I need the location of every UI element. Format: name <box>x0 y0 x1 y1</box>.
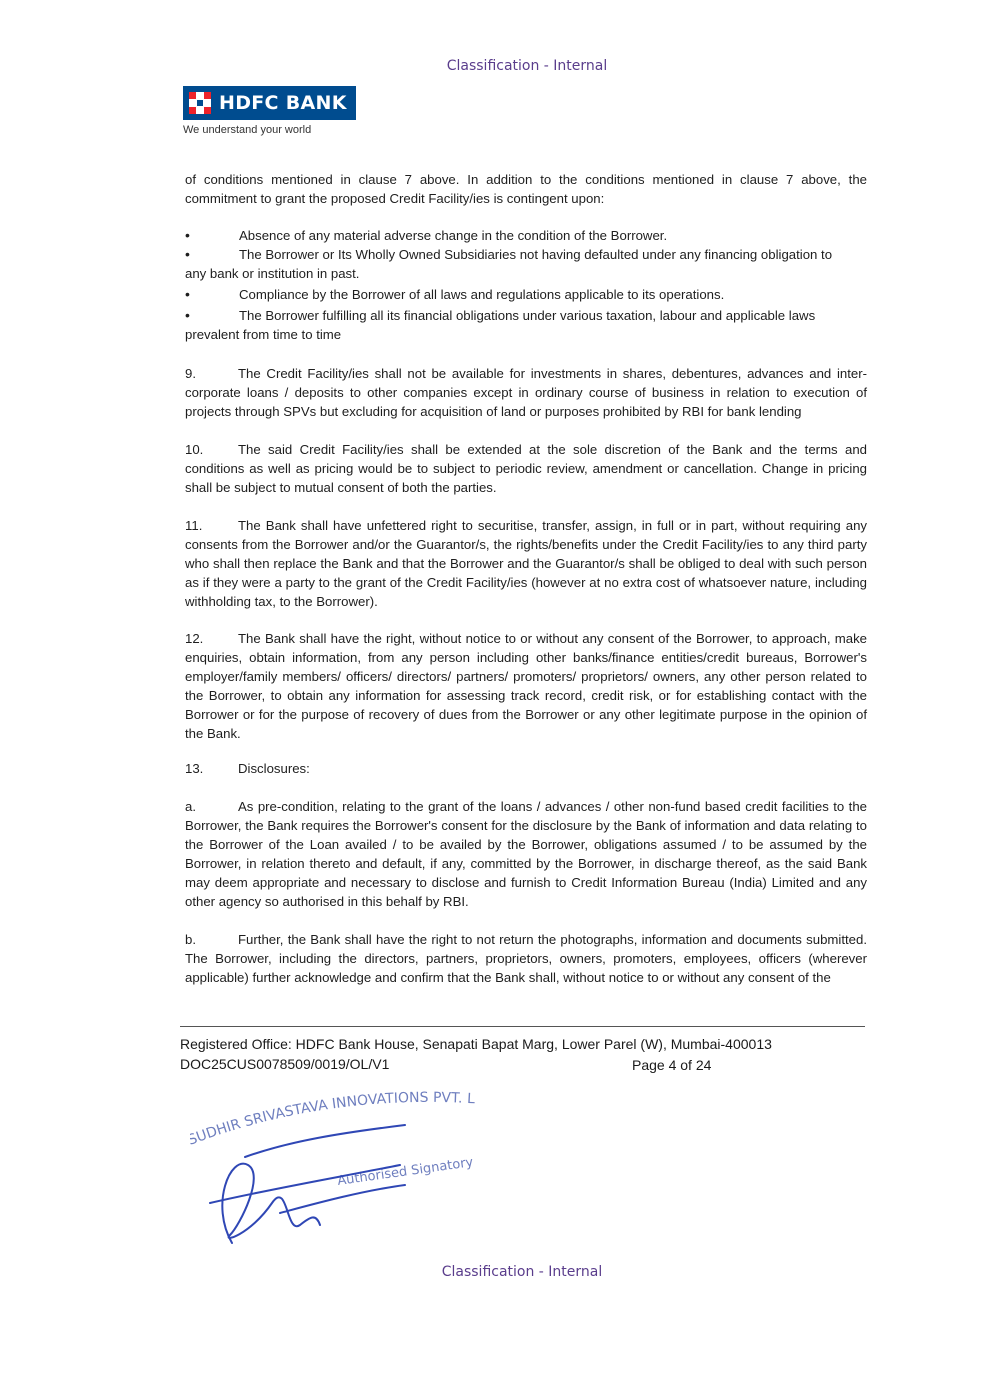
intro-text: of conditions mentioned in clause 7 above. In addition to the conditions mentioned in clause 7 above, the commitment to grant the proposed Credit Facility/ies is contingent upon: <box>185 172 867 206</box>
clause-9 <box>185 364 867 421</box>
clause-number: 11. <box>185 518 203 533</box>
clause-12 <box>185 629 867 743</box>
svg-text:SUDHIR SRIVASTAVA INNOVATIONS <box>190 1085 475 1149</box>
clause-13b <box>185 930 867 987</box>
page-number: Page 4 of 24 <box>632 1057 712 1073</box>
clause-number: b. <box>185 932 196 947</box>
logo-tagline: We understand your world <box>183 124 312 136</box>
company-stamp <box>190 1085 490 1245</box>
clause-number: 10. <box>185 442 204 457</box>
document-id: DOC25CUS0078509/0019/OL/V1 <box>180 1056 390 1072</box>
clause-text: The said Credit Facility/ies shall be extended at the sole discretion of the Bank and the terms and conditions as well as pricing would be to subject to periodic review, amendment or cancellation. Change in pricing shall be subject to mutual consent of both the parties. <box>185 442 867 495</box>
clause-13 <box>185 759 867 778</box>
clause-text: Further, the Bank shall have the right to not return the photographs, information and documents submitted. The Borrower, including the directors, partners, proprietors, owners, promoters, employees, officers (wherever applicable) further acknowledge and confirm that the Bank shall, without notice to or without any consent of the <box>185 932 867 985</box>
stamp-company: UDHIR SRIVASTAVA INNOVATIONS PVT. L <box>194 1089 474 1146</box>
classification-footer: Classification - Internal <box>441 1264 603 1280</box>
bullet-icon: • <box>185 286 190 302</box>
logo-name: HDFC BANK <box>219 92 347 114</box>
clause-text: The Bank shall have unfettered right to securitise, transfer, assign, in full or in part, without requiring any consents from the Borrower and/or the Guarantor/s, the rights/benefits under the Credit Facility/ies to any third party who shall then replace the Bank and that the Borrower and the Guarantor/s shall be obliged to deal with such person as if they were a party to the grant of the Credit Facility/ies (however at no extra cost of whatsoever nature, including withholding tax, to the Borrower). <box>185 518 867 609</box>
bullet-icon: • <box>185 227 190 243</box>
clause-number: 13. <box>185 761 204 776</box>
signature-stamp-icon <box>190 1085 490 1245</box>
bullet-icon: • <box>185 246 190 262</box>
bullet-icon: • <box>185 307 190 323</box>
bullet-3: Compliance by the Borrower of all laws and regulations applicable to its operations. <box>239 287 725 302</box>
clause-13a <box>185 797 867 911</box>
bullet-4: The Borrower fulfilling all its financial obligations under various taxation, labour and applicable laws <box>239 308 816 323</box>
clause-number: a. <box>185 799 196 814</box>
clause-text: As pre-condition, relating to the grant of the loans / advances / other non-fund based credit facilities to the Borrower, the Bank requires the Borrower's consent for the disclosure by the Bank of information and data relating to the Borrower of the Loan availed / to be availed by the Borrower, obligations assumed / to be assumed by the Borrower, in relation thereto and default, if any, committed by the Borrower, in discharge thereof, as the said Bank may deem appropriate and necessary to disclose and furnish to Credit Information Bureau (India) Limited and any other agency so authorised in this behalf by RBI. <box>185 799 867 909</box>
bullet-1: Absence of any material adverse change in the condition of the Borrower. <box>239 228 668 243</box>
clause-10 <box>185 440 867 497</box>
clause-number: 9. <box>185 366 196 381</box>
bullet-2: The Borrower or Its Wholly Owned Subsidiaries not having defaulted under any financing obligation to <box>239 247 833 262</box>
clause-text: Disclosures: <box>238 761 310 776</box>
registered-office: Registered Office: HDFC Bank House, Senapati Bapat Marg, Lower Parel (W), Mumbai-400013 <box>180 1036 772 1052</box>
footer-divider <box>180 1026 865 1027</box>
clause-number: 12. <box>185 631 204 646</box>
bullet-2-cont: any bank or institution in past. <box>185 266 360 281</box>
stamp-role: Authorised Signatory <box>336 1155 475 1189</box>
bullet-4-cont: prevalent from time to time <box>185 327 342 342</box>
classification-header: Classification - Internal <box>446 58 608 74</box>
intro-paragraph <box>185 170 867 208</box>
clause-text: The Credit Facility/ies shall not be available for investments in shares, debentures, advances and inter-corporate loans / deposits to other companies except in ordinary course of business in relation to execution of projects through SPVs but excluding for acquisition of land or purposes prohibited by RBI for bank lending <box>185 366 867 419</box>
clause-11 <box>185 516 867 611</box>
hdfc-logo-mark-icon <box>189 92 211 114</box>
clause-text: The Bank shall have the right, without notice to or without any consent of the Borrower, to approach, make enquiries, obtain information, from any person including other banks/finance entities/credit bureaus, Borrower's employer/family members/ officers/ directors/ partners/ promoters/ proprietors/ owners, any other person related to the Borrower, to obtain any information for assessing track record, credit risk, or for establishing contact with the Borrower or for the purpose of recovery of dues from the Borrower or any other legitimate purpose in the opinion of the Bank. <box>185 631 867 741</box>
hdfc-logo <box>183 86 356 120</box>
